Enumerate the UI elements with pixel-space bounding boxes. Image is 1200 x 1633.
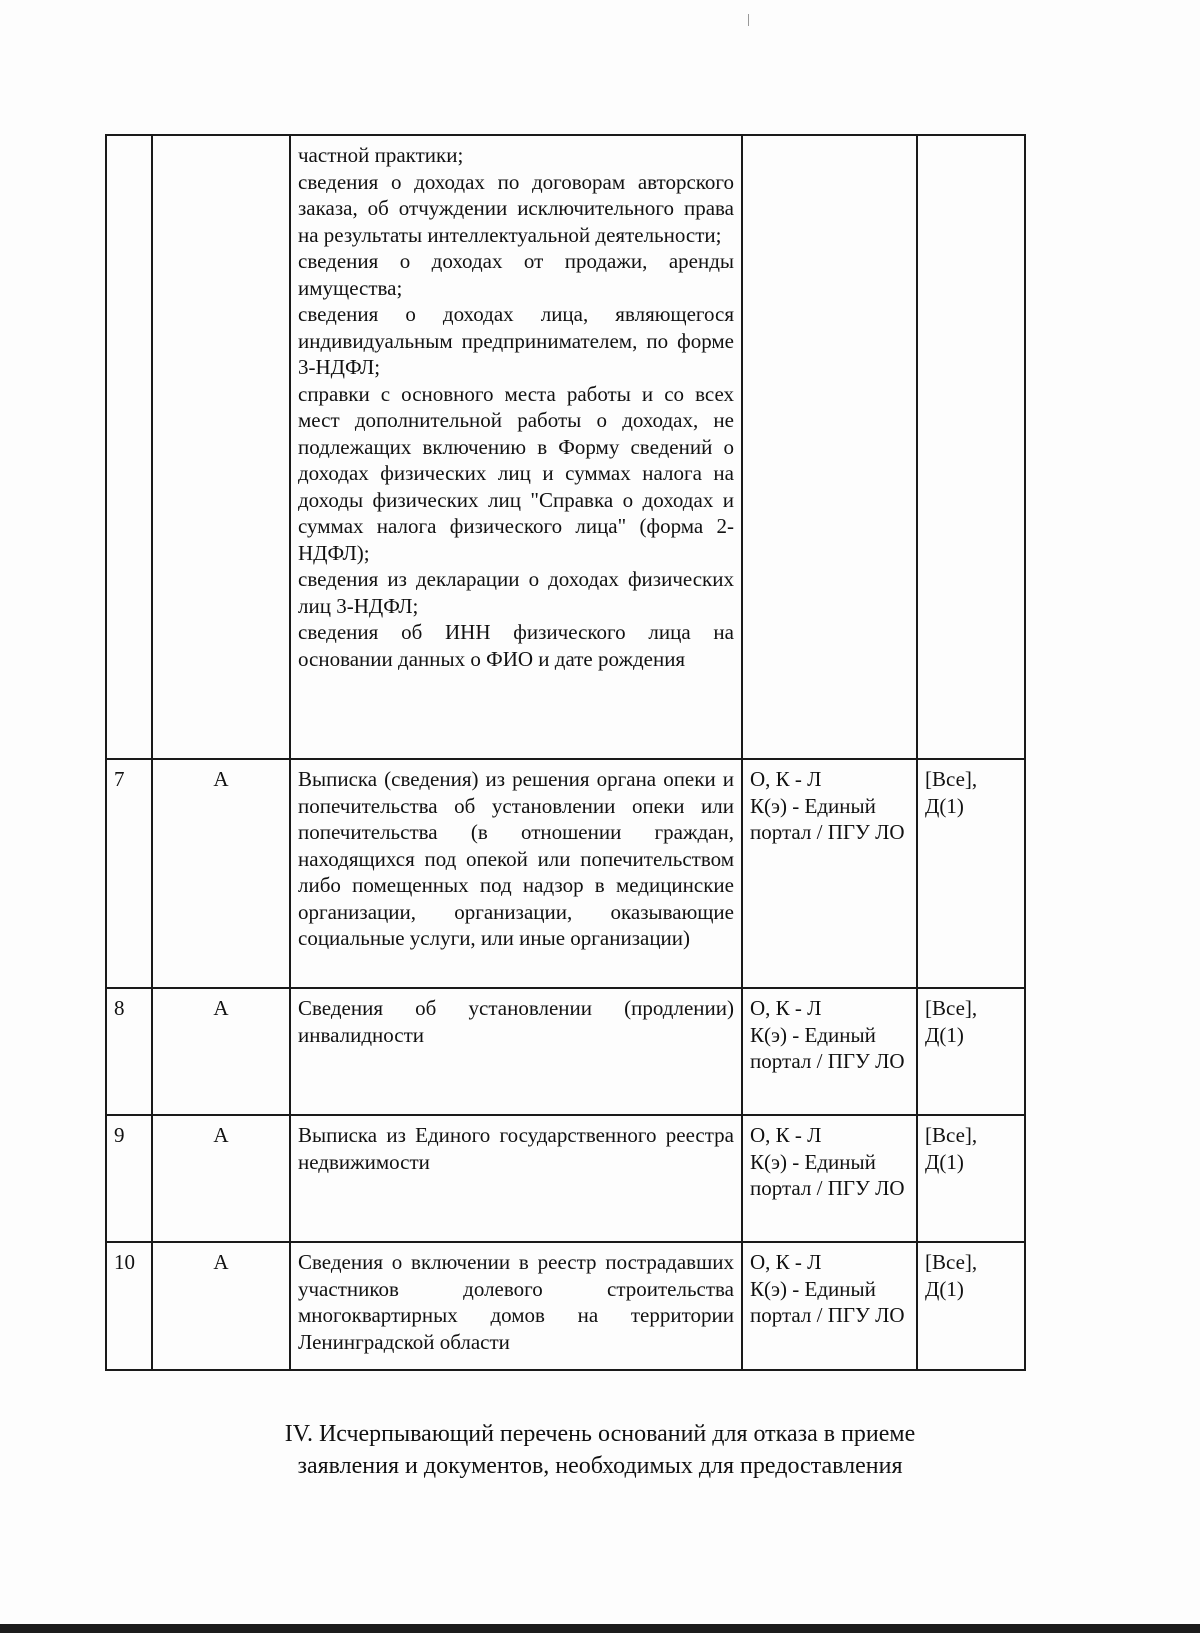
row-description-cell — [290, 135, 742, 759]
row-applicants-cell — [917, 1242, 1025, 1370]
scan-artifact-mark — [748, 14, 749, 26]
source-line: О, К - Л — [750, 996, 822, 1020]
row-category-cell: А — [152, 759, 290, 988]
description-paragraph: частной практики; — [298, 143, 464, 167]
row-category-cell: А — [152, 1115, 290, 1242]
description-paragraph: справки с основного места работы и со всех мест дополнительной работы о доходах, не подлежащих включению в Форму сведений о доходах физических лиц и суммах налога на доходы физических лиц "Справка о доходах и суммах налога физического лица" (форма 2-НДФЛ); — [298, 381, 734, 565]
table-row — [106, 759, 1025, 988]
documents-table — [105, 134, 1026, 1371]
source-line: К(э) - Единый портал / ПГУ ЛО — [750, 793, 905, 844]
section-heading — [150, 1418, 1050, 1482]
source-line: К(э) - Единый портал / ПГУ ЛО — [750, 1022, 905, 1073]
table-row-continuation — [106, 135, 1025, 759]
row-source-cell — [742, 135, 917, 759]
row-source-cell — [742, 759, 917, 988]
row-number-cell: 8 — [106, 988, 152, 1115]
row-applicants-cell — [917, 135, 1025, 759]
description-paragraph: сведения о доходах от продажи, аренды имущества; — [298, 249, 734, 300]
section-heading-line: IV. Исчерпывающий перечень оснований для отказа в приеме — [284, 1421, 916, 1447]
description-paragraph: сведения из декларации о доходах физических лиц 3-НДФЛ; — [298, 567, 734, 618]
row-number-cell — [106, 135, 152, 759]
row-source-cell — [742, 988, 917, 1115]
row-number-cell: 10 — [106, 1242, 152, 1370]
row-description-cell: Выписка (сведения) из решения органа опеки и попечительства об установлении опеки или попечительства (в отношении граждан, находящихся под опекой или попечительством либо помещенных под надзор в медицинские организации, организации, оказывающие социальные услуги, или иные организации) — [290, 759, 742, 988]
source-line: О, К - Л — [750, 1123, 822, 1147]
description-paragraph: сведения о доходах лица, являющегося индивидуальным предпринимателем, по форме 3-НДФЛ; — [298, 302, 734, 379]
row-category-cell — [152, 135, 290, 759]
row-source-cell — [742, 1115, 917, 1242]
description-paragraph: сведения о доходах по договорам авторского заказа, об отчуждении исключительного права на результаты интеллектуальной деятельности; — [298, 169, 734, 247]
row-number-cell: 9 — [106, 1115, 152, 1242]
row-category-cell: А — [152, 988, 290, 1115]
applicants-line: Д(1) — [925, 1276, 964, 1301]
row-description-cell: Сведения об установлении (продлении) инвалидности — [290, 988, 742, 1115]
source-line: К(э) - Единый портал / ПГУ ЛО — [750, 1149, 905, 1200]
section-heading-line: заявления и документов, необходимых для предоставления — [297, 1453, 903, 1479]
table-row — [106, 1115, 1025, 1242]
row-applicants-cell — [917, 988, 1025, 1115]
applicants-line: [Все], — [925, 996, 978, 1020]
table-row — [106, 988, 1025, 1115]
applicants-line: [Все], — [925, 767, 978, 791]
source-line: К(э) - Единый портал / ПГУ ЛО — [750, 1276, 905, 1327]
row-source-cell — [742, 1242, 917, 1370]
source-line: О, К - Л — [750, 767, 822, 791]
scan-bottom-edge — [0, 1624, 1200, 1633]
source-line: О, К - Л — [750, 1250, 822, 1274]
applicants-line: Д(1) — [925, 793, 964, 818]
description-paragraph: сведения об ИНН физического лица на основании данных о ФИО и дате рождения — [298, 620, 734, 671]
row-applicants-cell — [917, 1115, 1025, 1242]
table-row — [106, 1242, 1025, 1370]
row-applicants-cell — [917, 759, 1025, 988]
row-category-cell: А — [152, 1242, 290, 1370]
applicants-line: [Все], — [925, 1123, 978, 1147]
row-number-cell: 7 — [106, 759, 152, 988]
applicants-line: Д(1) — [925, 1149, 964, 1174]
applicants-line: Д(1) — [925, 1022, 964, 1047]
row-description-cell: Выписка из Единого государственного реестра недвижимости — [290, 1115, 742, 1242]
row-description-cell: Сведения о включении в реестр пострадавших участников долевого строительства многоквартирных домов на территории Ленинградской области — [290, 1242, 742, 1370]
applicants-line: [Все], — [925, 1250, 978, 1274]
